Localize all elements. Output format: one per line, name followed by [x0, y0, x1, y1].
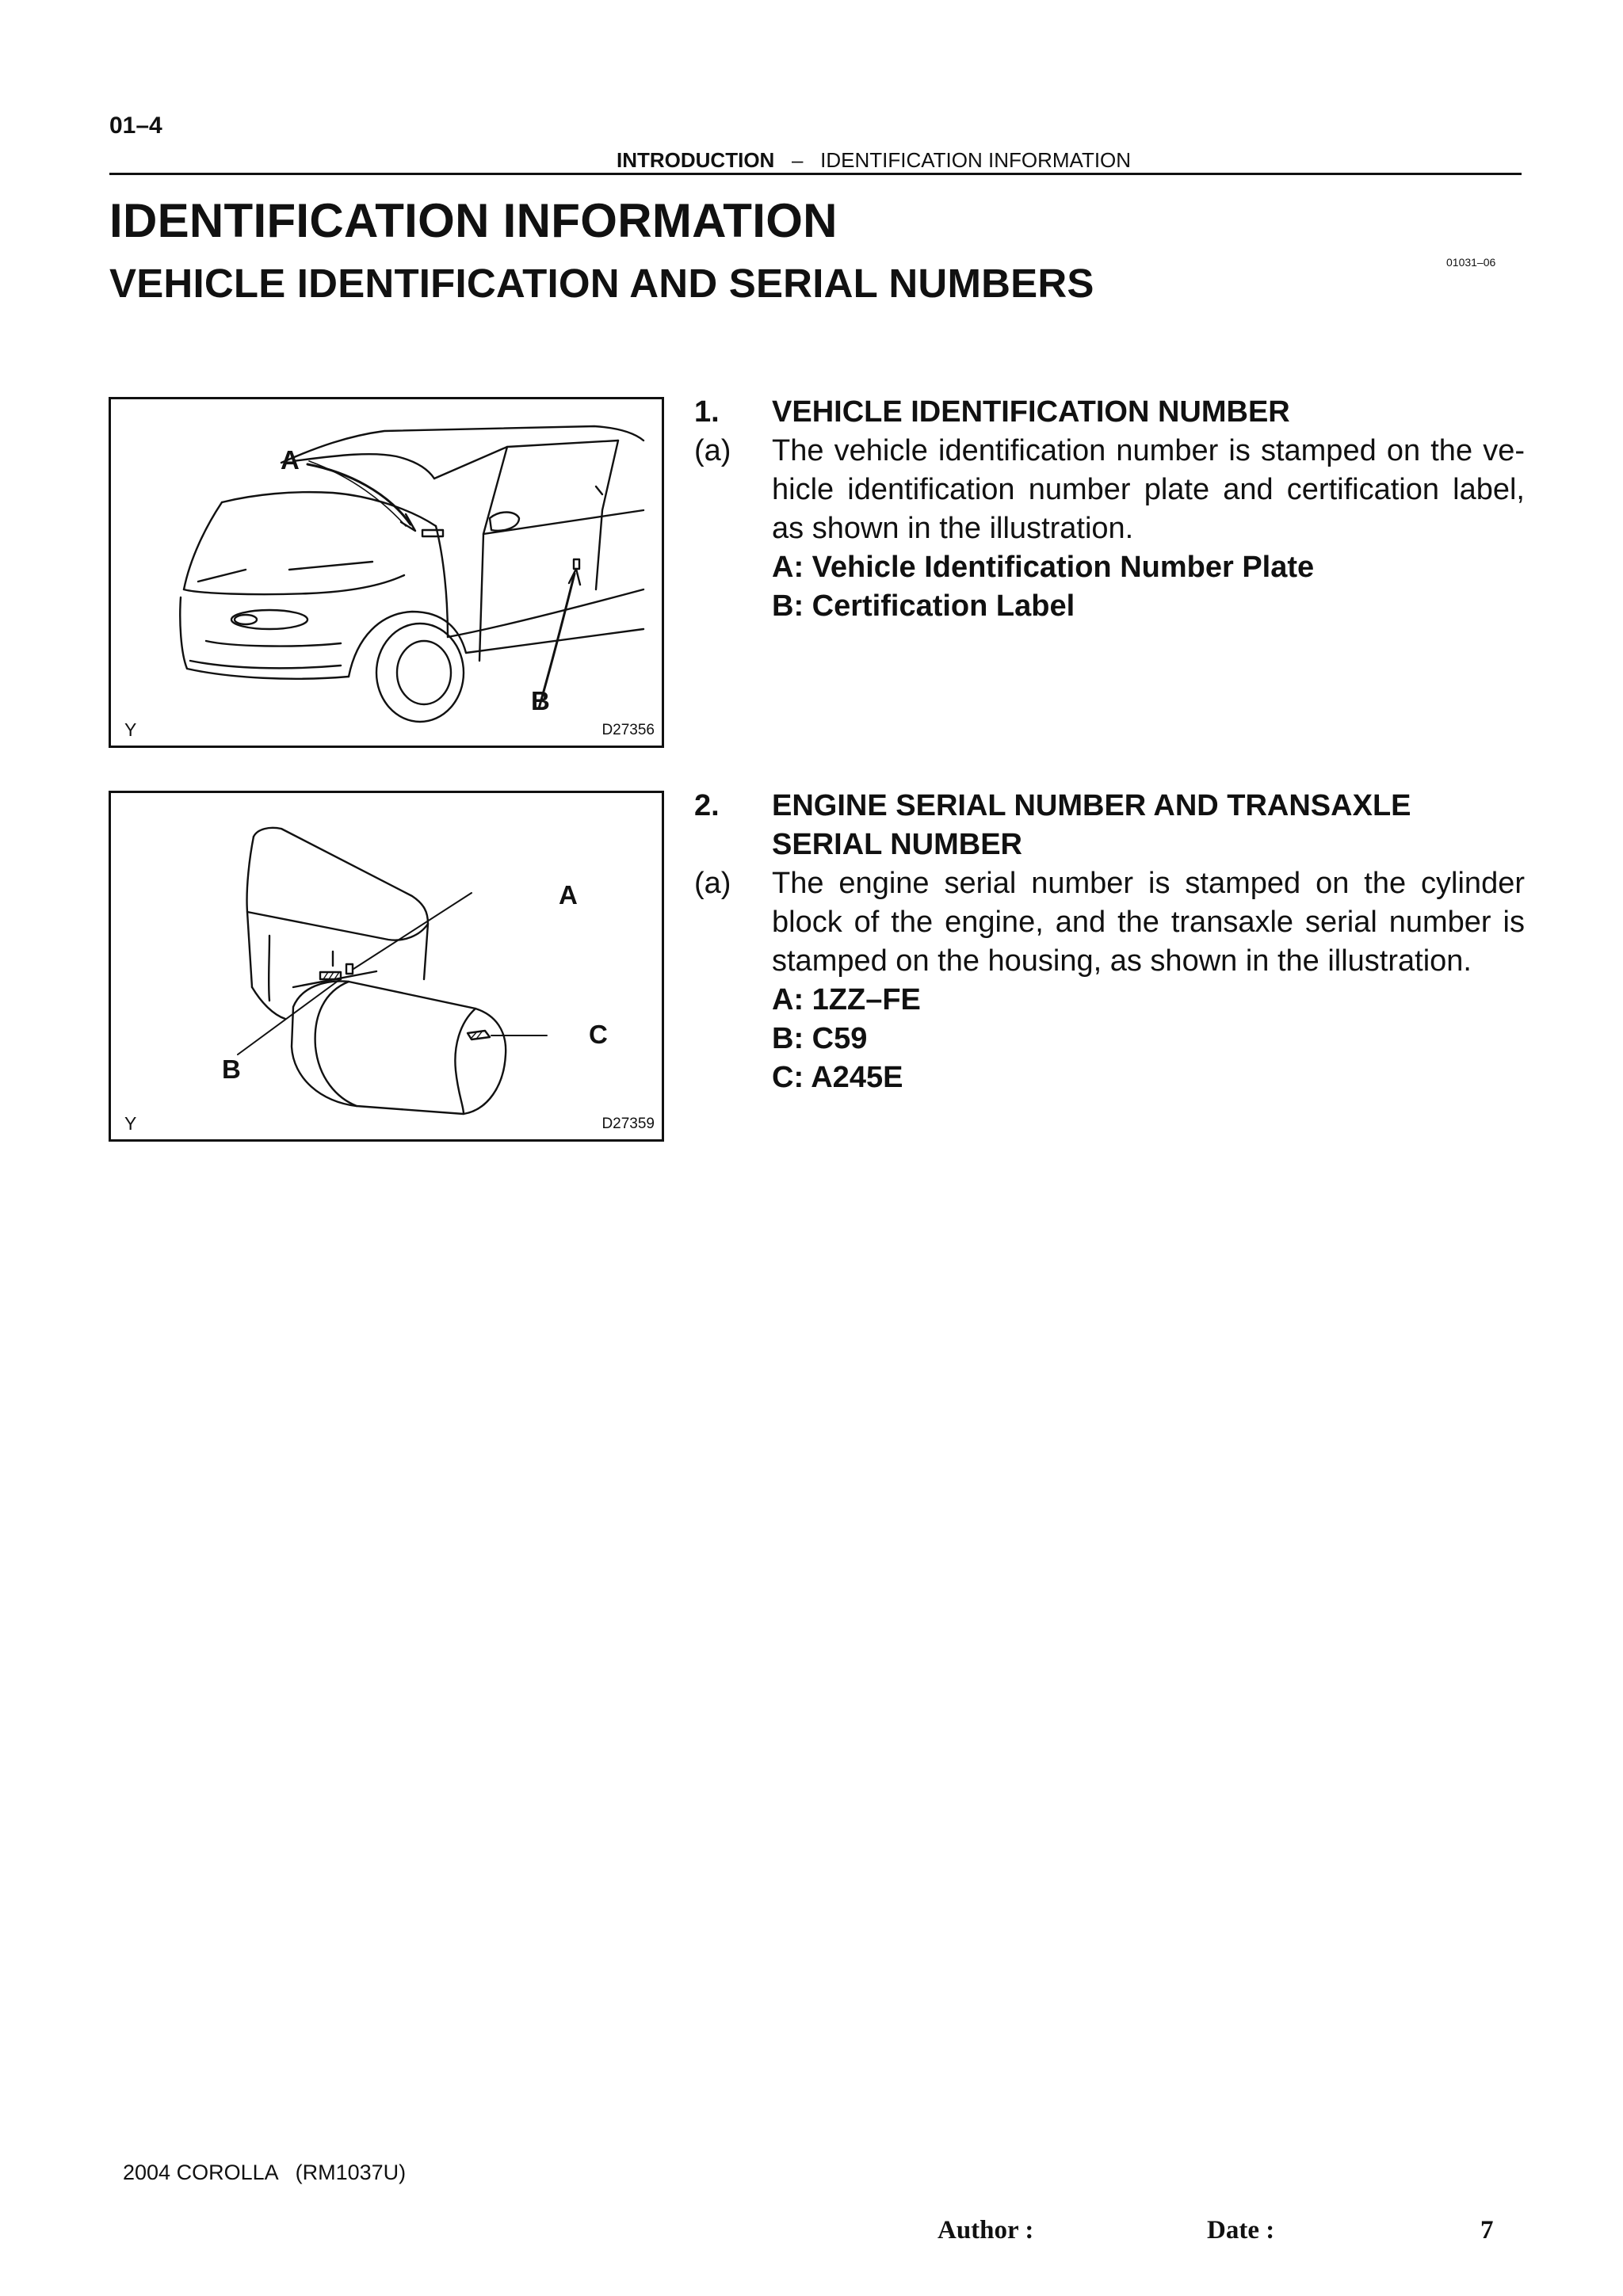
- figure-corner-mark: Y: [124, 719, 137, 740]
- engine-illustration: [109, 791, 664, 1142]
- label-a: A: 1ZZ–FE: [772, 983, 921, 1016]
- footer-author-label: Author :: [938, 2216, 1034, 2245]
- page-number: 01–4: [109, 113, 162, 139]
- section-title: ENGINE SERIAL NUMBER AND TRANSAXLE SERIAL NUMBER: [772, 789, 1411, 861]
- item-text: The vehicle identification number is stamped on the ve- hicle identification number plate and certification label, as shown in the illustration.: [772, 434, 1525, 545]
- section-engine-transaxle-serial-number: [694, 787, 1525, 1097]
- figure-id: D27359: [601, 1116, 655, 1132]
- figure-id: D27356: [601, 722, 655, 738]
- vehicle-illustration: [109, 397, 664, 748]
- label-a: A: Vehicle Identification Number Plate: [772, 551, 1315, 584]
- document-code: 01031–06: [1446, 256, 1496, 269]
- section-title: VEHICLE IDENTIFICATION NUMBER: [772, 395, 1290, 429]
- running-header-subsection: IDENTIFICATION INFORMATION: [820, 148, 1132, 172]
- footer-model: 2004 COROLLA (RM1037U): [123, 2161, 407, 2184]
- section-heading: [694, 393, 1525, 432]
- callout-b: B: [531, 686, 550, 715]
- item-marker: (a): [694, 867, 731, 900]
- item-marker: (a): [694, 434, 731, 467]
- page-title: IDENTIFICATION INFORMATION: [109, 194, 838, 247]
- engine-drawing: [111, 793, 662, 1139]
- running-header: [617, 148, 1131, 173]
- running-header-section: INTRODUCTION: [617, 148, 775, 172]
- item-text: The engine serial number is stamped on the cylinder block of the engine, and the transaxle serial number is stamped on the housing, as shown in the illustration.: [772, 867, 1525, 978]
- callout-b: B: [222, 1055, 241, 1084]
- callout-a: A: [281, 445, 300, 475]
- page-subtitle: VEHICLE IDENTIFICATION AND SERIAL NUMBERS: [109, 261, 1094, 306]
- callout-c: C: [589, 1020, 608, 1049]
- label-c: C: A245E: [772, 1061, 903, 1094]
- section-number: 2.: [694, 789, 720, 822]
- section-item: [694, 432, 1525, 626]
- callout-a: A: [559, 880, 578, 910]
- section-vehicle-identification-number: [694, 393, 1525, 626]
- footer-date-label: Date :: [1207, 2216, 1275, 2245]
- running-header-separator: –: [792, 148, 804, 172]
- label-b: B: Certification Label: [772, 589, 1075, 623]
- section-item: [694, 864, 1525, 1097]
- section-number: 1.: [694, 395, 720, 429]
- footer-page-number: 7: [1480, 2216, 1494, 2245]
- header-rule: [109, 173, 1522, 175]
- section-heading: [694, 787, 1525, 864]
- figure-corner-mark: Y: [124, 1113, 137, 1134]
- car-drawing: [111, 399, 662, 746]
- label-b: B: C59: [772, 1022, 868, 1055]
